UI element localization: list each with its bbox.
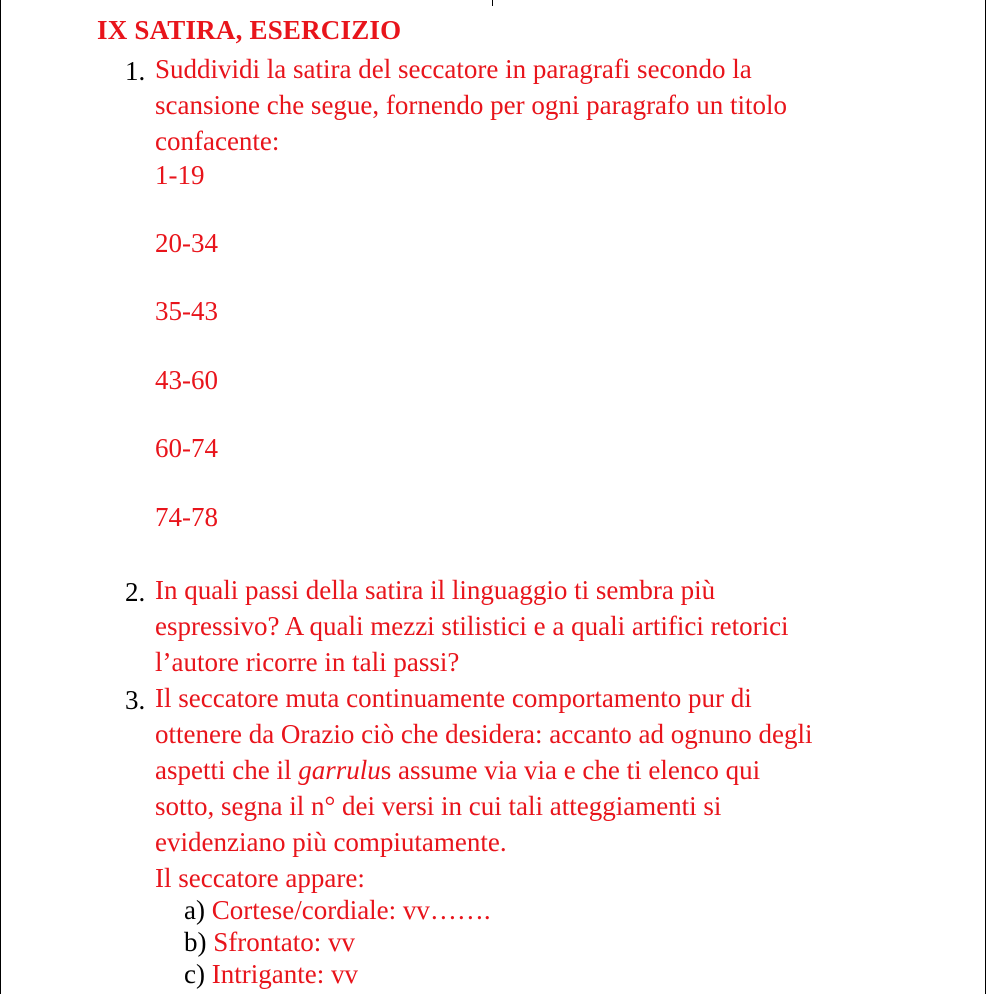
item-label: c) <box>184 959 205 989</box>
q3-number: 3. <box>125 685 146 715</box>
q2-line: espressivo? A quali mezzi stilistici e a quali artifici retorici <box>155 611 789 641</box>
list-item <box>184 927 355 958</box>
q1-line: scansione che segue, fornendo per ogni paragrafo un titolo <box>155 90 788 120</box>
item-text: Sfrontato: vv <box>213 927 355 957</box>
item-label: b) <box>184 927 207 957</box>
list-item <box>184 959 358 990</box>
q2-number: 2. <box>125 577 146 607</box>
page-border-right <box>985 0 986 994</box>
garrulus-italic: garrulu <box>298 755 381 785</box>
paragraph-range: 20-34 <box>155 228 218 258</box>
paragraph-range: 35-43 <box>155 296 218 326</box>
paragraph-range: 74-78 <box>155 502 218 532</box>
paragraph-range: 60-74 <box>155 433 218 463</box>
q3-line: evidenziano più compiutamente. <box>155 827 507 857</box>
q3-intro: Il seccatore appare: <box>155 863 365 893</box>
q1-line: Suddividi la satira del seccatore in paragrafi secondo la <box>155 54 752 84</box>
top-tick-mark <box>492 0 493 6</box>
item-text: Cortese/cordiale: vv……. <box>211 895 491 925</box>
q3-line: Il seccatore muta continuamente comportamento pur di <box>155 683 752 713</box>
q3-line: ottenere da Orazio ciò che desidera: accanto ad ognuno degli <box>155 719 813 749</box>
page-title: IX SATIRA, ESERCIZIO <box>97 15 402 45</box>
paragraph-range: 43-60 <box>155 365 218 395</box>
q3-line: sotto, segna il n° dei versi in cui tali atteggiamenti si <box>155 791 722 821</box>
q2-line: In quali passi della satira il linguaggio ti sembra più <box>155 575 716 605</box>
item-label: a) <box>184 895 205 925</box>
q1-text <box>155 51 787 159</box>
q3-line <box>155 752 812 788</box>
paragraph-range: 1-19 <box>155 160 205 190</box>
q3-text <box>155 680 812 896</box>
q3-line3-post: s assume via via e che ti elenco qui <box>380 755 761 785</box>
q1-line: confacente: <box>155 126 280 156</box>
item-text: Intrigante: vv <box>211 959 358 989</box>
q2-text <box>155 572 789 680</box>
q2-line: l’autore ricorre in tali passi? <box>155 647 460 677</box>
q1-number: 1. <box>125 56 146 86</box>
list-item <box>184 895 491 926</box>
page-border-left <box>0 0 1 994</box>
q3-line3-pre: aspetti che il <box>155 755 299 785</box>
